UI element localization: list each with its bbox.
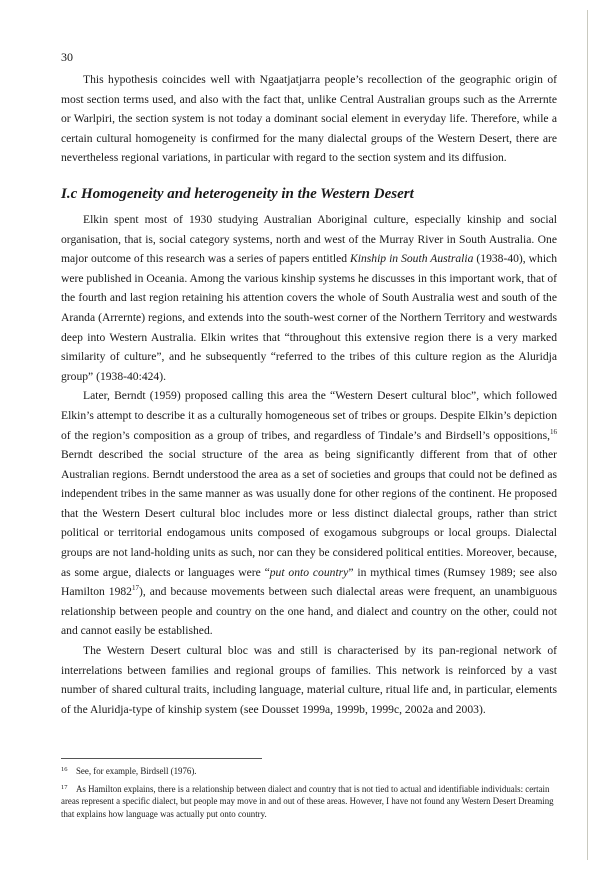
footnote-number: 17 <box>61 783 68 791</box>
footnote-separator <box>61 758 262 759</box>
paragraph-text: ), and because movements between such dialectal areas were frequent, an unambiguous relationship between people and country on the one hand, and dialect and country on the other, could not and cannot easily be established. <box>61 585 557 638</box>
footnote-text: See, for example, Birdsell (1976). <box>76 766 197 776</box>
paragraph-text: (1938-40), which were published in Oceania. Among the various kinship systems he discusses in this important work, that of the fourth and last region retaining his attention covers the whole of South Australia west and south of the Aranda (Arrernte) regions, and extends into the south-west corner of the Northern Territory and westwards deep into Western Australia. Elkin writes that “throughout this extensive region there is a very marked similarity of culture”, and he subsequently “referred to the tribes of this culture region as the Aluridja group” (1938-40:424). <box>61 252 557 383</box>
paragraph-text: Berndt described the social structure of the area as being significantly different from that of other Australian regions. Berndt understood the area as a set of societies and groups that could not be defined as independent tribes in the same manner as was usually done for other regions of the continent. He proposed that the Western Desert cultural bloc includes more or less distinct dialectal groups, rather than strict political or territorial endogamous units composed of exogamous subgroups or local groups. Dialectal groups are not land-holding units as such, nor can they be considered political entities. Moreover, because, as some argue, dialects or languages were “ <box>61 448 557 579</box>
page-edge-line <box>587 10 588 860</box>
paragraph-text: ” in mythical times (Rumsey 1989; see also Hamilton 1982 <box>61 565 558 599</box>
italic-phrase: put onto country <box>269 565 349 579</box>
book-title: Kinship in South Australia <box>350 252 474 266</box>
paragraph-berndt <box>61 386 557 641</box>
footnote-text: As Hamilton explains, there is a relationship between dialect and country that is not tied to actual and identifiable individuals: certain areas represent a specific dialect, but people may move in and out of these areas. However, I have not found any Western Desert Dreaming that explains how language was actually put onto country. <box>61 783 554 819</box>
body-text <box>61 70 557 719</box>
footnote-number: 16 <box>61 766 68 773</box>
section-heading: I.c Homogeneity and heterogeneity in the Western Desert <box>61 185 414 202</box>
paragraph-text: Later, Berndt (1959) proposed calling this area the “Western Desert cultural bloc”, which followed Elkin’s attempt to describe it as a culturally homogeneous set of tribes or groups. Despite Elkin’s depiction of the region’s composition as a group of tribes, and regardless of Tindale’s and Birdsell’s oppositions, <box>61 389 557 442</box>
footnote-ref-17[interactable]: 17 <box>131 584 139 593</box>
footnote-ref-16[interactable]: 16 <box>550 427 557 436</box>
paragraph-text: Elkin spent most of 1930 studying Australian Aboriginal culture, especially kinship and social organisation, that is, social category systems, north and west of the Murray River in South Australia. One major outcome of this research was a series of papers entitled <box>61 212 557 266</box>
page-number: 30 <box>61 50 73 64</box>
paragraph-elkin <box>61 210 557 386</box>
footnotes <box>61 764 557 824</box>
footnote-17 <box>61 782 557 821</box>
footnote-16 <box>61 764 557 778</box>
paragraph-cultural-bloc: The Western Desert cultural bloc was and still is characterised by its pan-regional network of interrelations between families and regional groups of families. This network is reinforced by a vast number of shared cultural traits, including language, material culture, ritual life and, in particular, elements of the Aluridja-type of kinship system (see Dousset 1999a, 1999b, 1999c, 2002a and 2003). <box>61 644 557 716</box>
paragraph-section-system: This hypothesis coincides well with Ngaatjatjarra people’s recollection of the geographic origin of most section terms used, and also with the fact that, unlike Central Australian groups such as the Arrernte or Warlpiri, the section system is not today a dominant social element in everyday life. Therefore, while a certain cultural homogeneity is confirmed for the many dialectal groups of the Western Desert, there are nevertheless regional variations, in particular with regard to the section system and its diffusion. <box>61 73 557 165</box>
